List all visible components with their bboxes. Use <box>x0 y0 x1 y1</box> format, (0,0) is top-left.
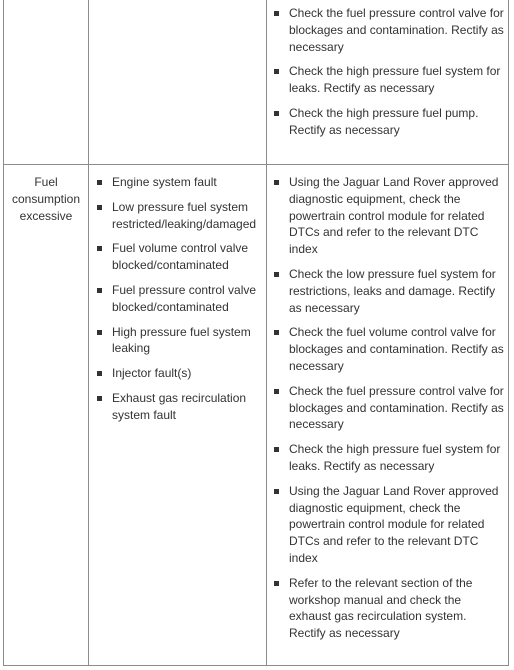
list-item-text: Engine system fault <box>112 175 217 189</box>
list-item <box>93 174 262 191</box>
list-item-text: Injector fault(s) <box>112 366 192 381</box>
list-item-text: Check the fuel volume control valve for blockages and contamination. Rectify as necessary <box>289 325 504 373</box>
list-item-text: Using the Jaguar Land Rover approved diagnostic equipment, check the powertrain control module for related DTCs and refer to the relevant DTC index <box>289 483 499 565</box>
row-divider <box>4 164 508 165</box>
bullet-icon <box>274 330 279 335</box>
actions-cell <box>267 174 510 642</box>
list-item <box>270 324 506 374</box>
list-item <box>93 390 262 424</box>
row-1-actions-cell <box>267 5 510 139</box>
row-1-actions-list <box>270 5 506 139</box>
symptom-text: Fuel consumption excessive <box>11 175 81 223</box>
bullet-icon <box>274 180 279 185</box>
bullet-icon <box>274 69 279 74</box>
list-item <box>270 383 506 433</box>
bullet-icon <box>97 288 102 293</box>
bullet-icon <box>97 330 102 335</box>
causes-cell <box>89 174 266 424</box>
bullet-icon <box>274 11 279 16</box>
list-item-text: Check the high pressure fuel system for leaks. Rectify as necessary <box>289 442 501 473</box>
symptom-cell <box>4 174 88 225</box>
list-item <box>93 324 262 358</box>
actions-list <box>270 174 506 642</box>
list-item-text: Check the high pressure fuel pump. Rectify as necessary <box>289 105 479 137</box>
bullet-icon <box>274 489 279 494</box>
list-item-text: Check the fuel pressure control valve for blockages and contamination. Rectify as necessary <box>289 383 504 432</box>
list-item-text: Low pressure fuel system restricted/leaking/damaged <box>112 199 257 231</box>
list-item <box>270 5 506 55</box>
list-item <box>270 575 506 642</box>
list-item-text: Check the low pressure fuel system for restrictions, leaks and damage. Rectify as necessary <box>289 266 496 315</box>
bullet-icon <box>97 205 102 210</box>
list-item <box>270 266 506 316</box>
bullet-icon <box>97 246 102 251</box>
list-item <box>270 483 506 567</box>
list-item <box>270 63 506 97</box>
bullet-icon <box>97 180 102 185</box>
list-item-text: Fuel pressure control valve blocked/contaminated <box>112 282 257 314</box>
list-item <box>93 240 262 274</box>
list-item-text: Refer to the relevant section of the workshop manual and check the exhaust gas recirculation system. Rectify as necessary <box>289 575 473 641</box>
list-item <box>270 441 506 475</box>
list-item <box>93 365 262 382</box>
bullet-icon <box>274 581 279 586</box>
bullet-icon <box>274 389 279 394</box>
list-item-text: Fuel volume control valve blocked/contaminated <box>112 241 249 273</box>
bullet-icon <box>274 111 279 116</box>
list-item <box>93 199 262 233</box>
list-item <box>270 174 506 258</box>
list-item-text: Exhaust gas recirculation system fault <box>112 390 247 422</box>
list-item-text: Check the fuel pressure control valve for blockages and contamination. Rectify as necessary <box>289 6 504 54</box>
bullet-icon <box>97 396 102 401</box>
list-item-text: High pressure fuel system leaking <box>112 324 251 356</box>
bullet-icon <box>274 447 279 452</box>
bullet-icon <box>97 371 102 376</box>
causes-list <box>93 174 262 424</box>
list-item <box>93 282 262 316</box>
list-item <box>270 105 506 139</box>
list-item-text: Using the Jaguar Land Rover approved diagnostic equipment, check the powertrain control module for related DTCs and refer to the relevant DTC index <box>289 175 499 257</box>
bullet-icon <box>274 272 279 277</box>
diagnostic-table <box>3 0 509 666</box>
list-item-text: Check the high pressure fuel system for leaks. Rectify as necessary <box>289 64 501 96</box>
